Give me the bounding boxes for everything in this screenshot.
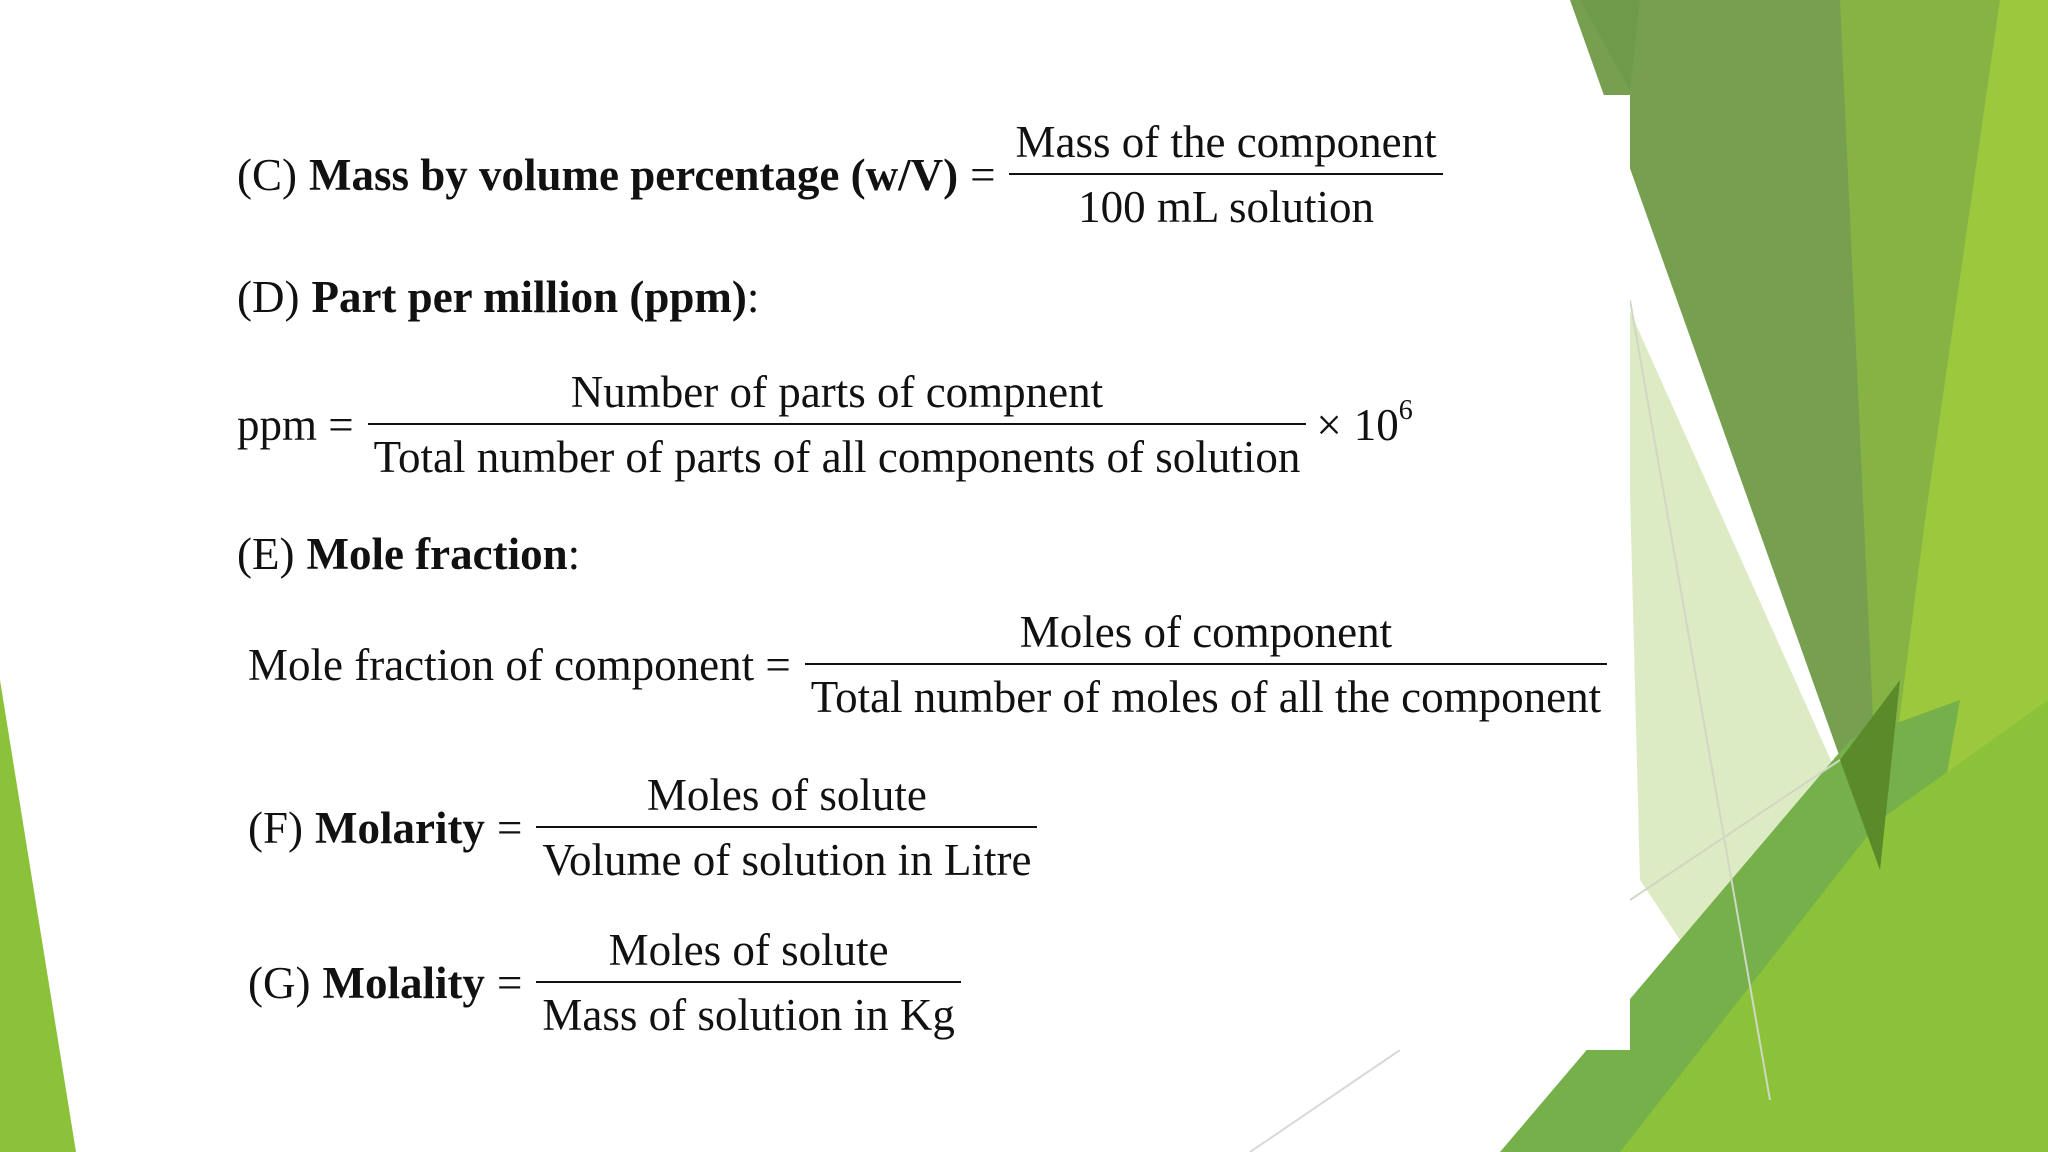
decor-line-2 bbox=[1250, 1050, 1400, 1152]
formula-g-prefix: (G) bbox=[248, 957, 311, 1008]
formula-mole-fraction-lhs: Mole fraction of component = bbox=[248, 639, 791, 690]
left-green-shape bbox=[0, 680, 76, 1152]
formula-ppm-denominator: Total number of parts of all components of solution bbox=[373, 432, 1301, 482]
formula-c bbox=[237, 117, 1443, 232]
heading-d bbox=[237, 272, 760, 322]
formula-g bbox=[248, 925, 961, 1040]
heading-e-title: Mole fraction bbox=[306, 529, 568, 579]
heading-e bbox=[237, 529, 581, 579]
heading-e-prefix: (E) bbox=[237, 529, 295, 579]
formula-ppm-base: 10 bbox=[1353, 399, 1399, 450]
formula-f-fraction bbox=[536, 770, 1037, 885]
formula-f-prefix: (F) bbox=[248, 802, 303, 853]
formula-ppm-times: × bbox=[1316, 399, 1342, 450]
formula-g-equals: = bbox=[496, 957, 523, 1008]
formula-mole-fraction-denominator: Total number of moles of all the component bbox=[810, 672, 1602, 722]
formula-f-denominator: Volume of solution in Litre bbox=[542, 835, 1032, 885]
formula-c-numerator: Mass of the component bbox=[1009, 120, 1442, 175]
formula-c-prefix: (C) bbox=[237, 149, 297, 200]
formula-f-equals: = bbox=[496, 802, 523, 853]
formula-g-fraction bbox=[536, 925, 961, 1040]
formula-mole-fraction-numerator: Moles of component bbox=[805, 610, 1607, 665]
formula-ppm-lhs: ppm = bbox=[237, 399, 354, 450]
formula-f bbox=[248, 770, 1037, 885]
formula-ppm bbox=[237, 367, 1413, 482]
formula-f-numerator: Moles of solute bbox=[536, 773, 1037, 828]
formula-c-denominator: 100 mL solution bbox=[1078, 182, 1374, 232]
formula-ppm-fraction bbox=[368, 367, 1307, 482]
formula-ppm-numerator: Number of parts of compnent bbox=[368, 370, 1307, 425]
formula-g-title: Molality bbox=[322, 957, 485, 1008]
formula-g-numerator: Moles of solute bbox=[536, 928, 961, 983]
formula-mole-fraction-fraction bbox=[805, 607, 1607, 722]
formula-c-fraction bbox=[1009, 117, 1442, 232]
formula-mole-fraction bbox=[248, 607, 1607, 722]
formula-ppm-exponent: 6 bbox=[1398, 395, 1413, 426]
formula-c-title: Mass by volume percentage (w/V) bbox=[309, 149, 959, 200]
formula-g-denominator: Mass of solution in Kg bbox=[542, 990, 955, 1040]
formula-c-equals: = bbox=[970, 149, 996, 200]
heading-d-colon: : bbox=[746, 272, 760, 322]
heading-d-prefix: (D) bbox=[237, 272, 300, 322]
heading-e-colon: : bbox=[567, 529, 581, 579]
heading-d-title: Part per million (ppm) bbox=[311, 272, 747, 322]
formula-f-title: Molarity bbox=[315, 802, 485, 853]
